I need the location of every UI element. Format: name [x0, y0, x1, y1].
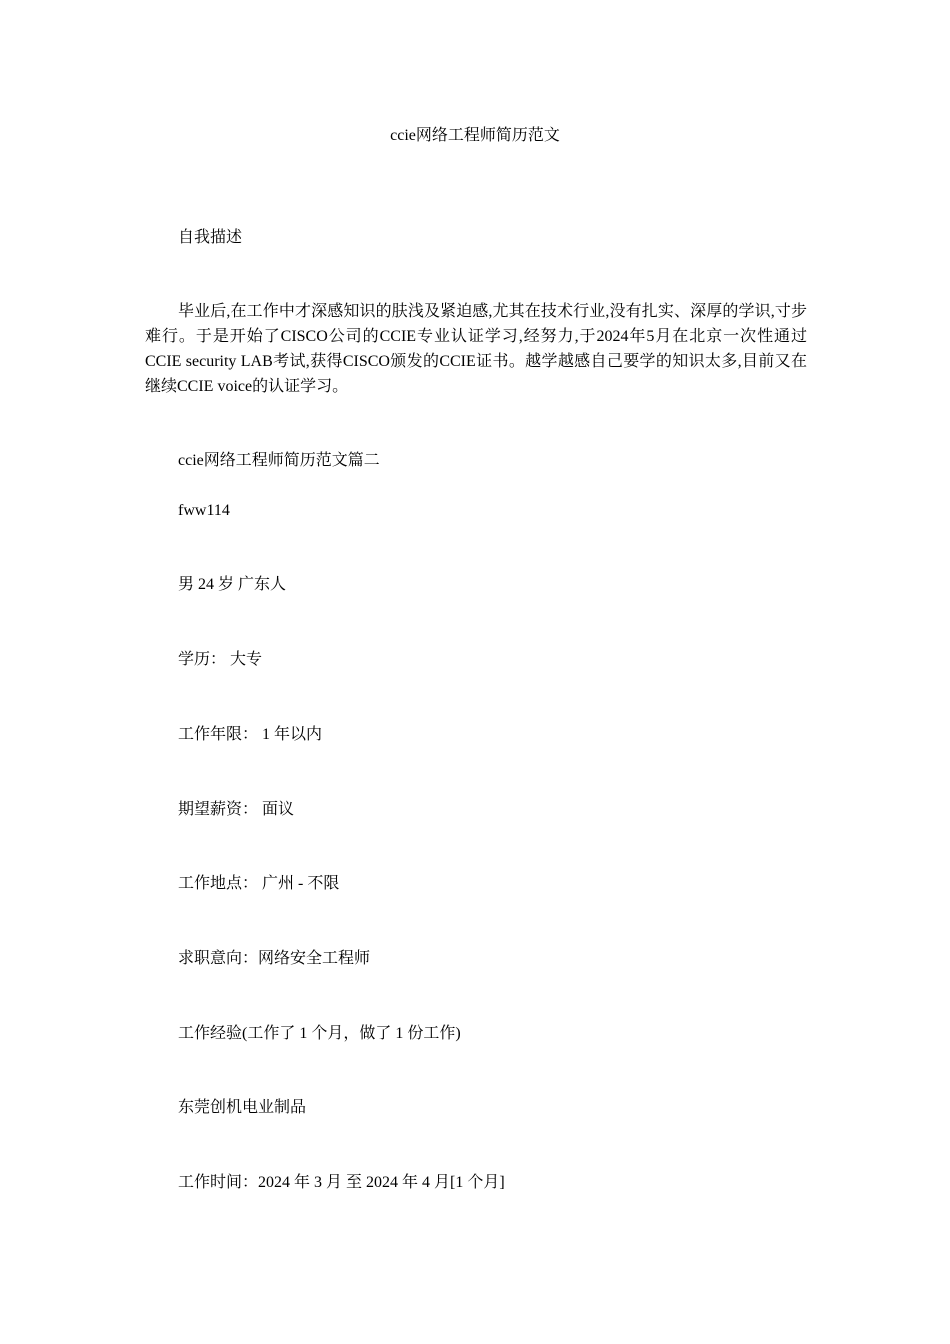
job-intention-field: 求职意向：网络安全工程师	[178, 950, 371, 967]
experience-years-field: 工作年限： 1 年以内	[178, 726, 323, 743]
self-description-paragraph: 毕业后,在工作中才深感知识的肤浅及紧迫感,尤其在技术行业,没有扎实、深厚的学识,寸步难行。于是开始了CISCO公司的CCIE专业认证学习,经努力,于2024年5月在北京一次性通过CCIE security LAB考试,获得CISCO颁发的CCIE证书。越学越感自己要学的知识太多,目前又在继续CCIE voice的认证学习。	[145, 303, 807, 395]
id-line: fww114	[178, 502, 230, 519]
basic-info: 男 24 岁 广东人	[178, 576, 287, 593]
education-field: 学历： 大专	[178, 651, 263, 668]
work-experience-field: 工作经验(工作了 1 个月，做了 1 份工作)	[178, 1025, 461, 1042]
company-name: 东莞创机电业制品	[178, 1099, 307, 1116]
document-subtitle: ccie网络工程师简历范文篇二	[178, 452, 380, 469]
work-location-field: 工作地点： 广州 - 不限	[178, 875, 340, 892]
expected-salary-field: 期望薪资： 面议	[178, 801, 295, 818]
section-heading-self-description: 自我描述	[178, 229, 243, 246]
document-title: ccie网络工程师简历范文	[390, 127, 560, 144]
work-period-field: 工作时间：2024 年 3 月 至 2024 年 4 月[1 个月]	[178, 1174, 505, 1191]
